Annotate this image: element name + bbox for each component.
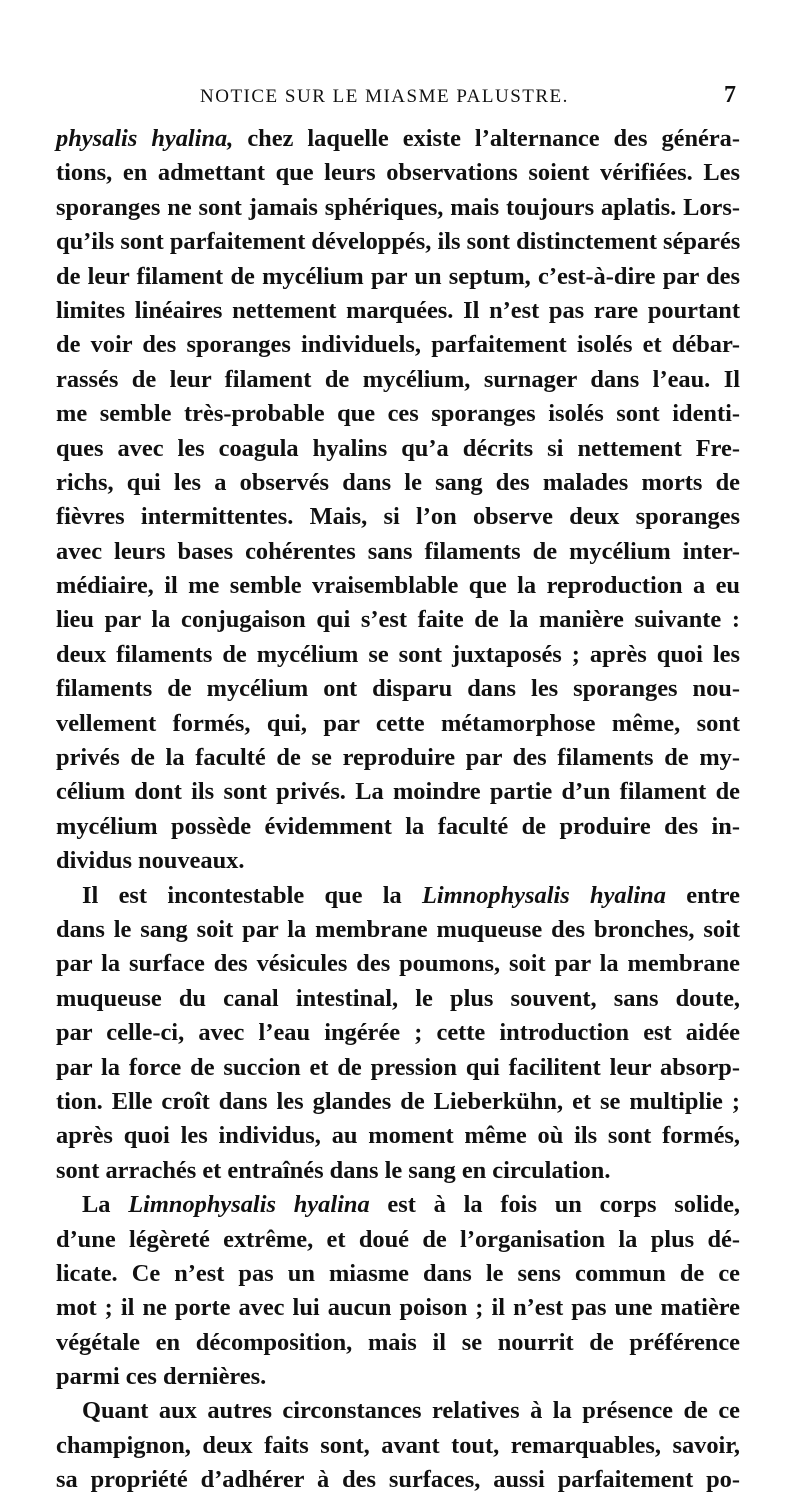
- paragraph: [56, 1394, 740, 1497]
- text-line: médiaire, il me semble vraisemblable que la reproduction a eu: [56, 572, 740, 600]
- paragraph: [56, 879, 740, 1189]
- text-line: célium dont ils sont privés. La moindre partie d’un filament de: [56, 778, 740, 806]
- page-header: [60, 80, 740, 114]
- running-title: NOTICE SUR LE MIASME PALUSTRE.: [200, 86, 569, 107]
- text-line: ques avec les coagula hyalins qu’a décrits si nettement Fre-: [56, 434, 740, 462]
- text-line: physalis hyalina, chez laquelle existe l’alternance des généra-: [56, 125, 740, 152]
- text-line: sporanges ne sont jamais sphériques, mais toujours aplatis. Lors-: [56, 193, 740, 221]
- text-line: tion. Elle croît dans les glandes de Lieberkühn, et se multiplie ;: [56, 1087, 740, 1115]
- text-line: par celle-ci, avec l’eau ingérée ; cette introduction est aidée: [56, 1019, 740, 1047]
- text-line: dividus nouveaux.: [56, 847, 245, 875]
- text-line: tions, en admettant que leurs observations soient vérifiées. Les: [56, 159, 740, 187]
- text-line: La Limnophysalis hyalina est à la fois un corps solide,: [82, 1191, 741, 1219]
- paragraph: [56, 122, 740, 879]
- text-line: sont arrachés et entraînés dans le sang en circulation.: [56, 1156, 611, 1184]
- text-line: de leur filament de mycélium par un septum, c’est-à-dire par des: [56, 262, 740, 290]
- text-line: qu’ils sont parfaitement développés, ils sont distinctement séparés: [56, 228, 741, 256]
- text-line: par la surface des vésicules des poumons, soit par la membrane: [56, 950, 740, 978]
- paragraph: [56, 1188, 740, 1394]
- species-name: Limnophysalis hyalina: [128, 1191, 370, 1219]
- text-line: richs, qui les a observés dans le sang des malades morts de: [56, 468, 740, 496]
- text-line: par la force de succion et de pression qui facilitent leur absorp-: [56, 1053, 740, 1081]
- text-line: vellement formés, qui, par cette métamorphose même, sont: [56, 709, 740, 737]
- text-line: privés de la faculté de se reproduire par des filaments de my-: [56, 744, 740, 772]
- text-line: lieu par la conjugaison qui s’est faite de la manière suivante :: [56, 606, 740, 634]
- text-line: licate. Ce n’est pas un miasme dans le sens commun de ce: [56, 1259, 740, 1287]
- text-line: de voir des sporanges individuels, parfaitement isolés et débar-: [56, 331, 740, 359]
- text-line: d’une légèreté extrême, et doué de l’organisation la plus dé-: [56, 1225, 740, 1253]
- text-line: mycélium possède évidemment la faculté de produire des in-: [56, 812, 740, 840]
- text-line: dans le sang soit par la membrane muqueuse des bronches, soit: [56, 915, 740, 943]
- species-name: Limnophysalis hyalina: [422, 881, 666, 909]
- species-name: physalis hyalina,: [56, 125, 234, 152]
- text-line: Quant aux autres circonstances relatives à la présence de ce: [82, 1397, 740, 1425]
- text-line: après quoi les individus, au moment même où ils sont formés,: [56, 1122, 740, 1150]
- page-number: 7: [724, 82, 736, 108]
- text-line: champignon, deux faits sont, avant tout, remarquables, savoir,: [56, 1431, 740, 1459]
- text-line: avec leurs bases cohérentes sans filaments de mycélium inter-: [56, 537, 740, 565]
- text-line: deux filaments de mycélium se sont juxtaposés ; après quoi les: [56, 640, 740, 668]
- text-line: muqueuse du canal intestinal, le plus souvent, sans doute,: [56, 984, 740, 1012]
- text-line: Il est incontestable que la Limnophysalis hyalina entre: [82, 881, 740, 909]
- text-line: filaments de mycélium ont disparu dans les sporanges nou-: [56, 675, 740, 703]
- text-line: parmi ces dernières.: [56, 1363, 267, 1391]
- text-line: limites linéaires nettement marquées. Il n’est pas rare pourtant: [56, 296, 740, 324]
- text-line: fièvres intermittentes. Mais, si l’on observe deux sporanges: [56, 503, 740, 531]
- text-line: végétale en décomposition, mais il se nourrit de préférence: [56, 1328, 740, 1356]
- text-line: mot ; il ne porte avec lui aucun poison ; il n’est pas une matière: [56, 1294, 740, 1322]
- text-line: rassés de leur filament de mycélium, surnager dans l’eau. Il: [56, 365, 740, 393]
- text-line: sa propriété d’adhérer à des surfaces, aussi parfaitement po-: [56, 1466, 740, 1494]
- body-text: [56, 122, 740, 1498]
- text-line: me semble très-probable que ces sporanges isolés sont identi-: [56, 400, 740, 428]
